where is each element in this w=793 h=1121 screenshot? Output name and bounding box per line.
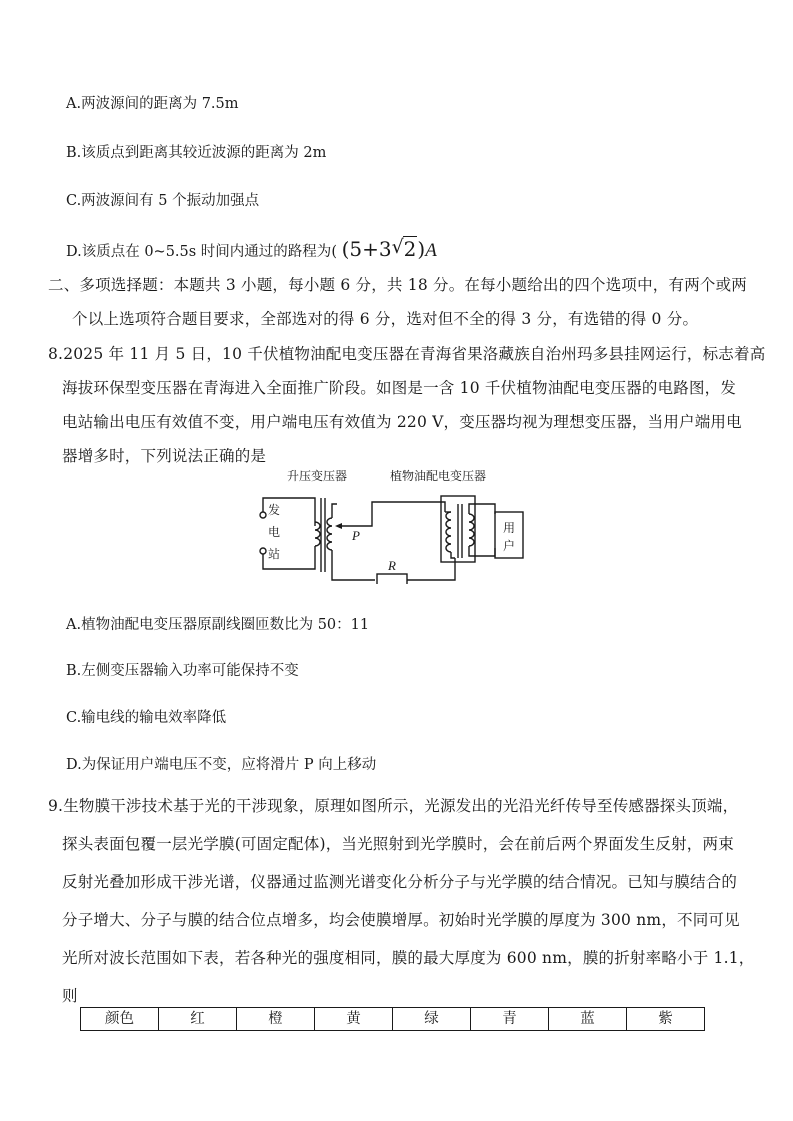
- q8-stem-line1: 8.2025 年 11 月 5 日，10 千伏植物油配电变压器在青海省果洛藏族自治州玛多县挂网运行，标志着高: [48, 345, 766, 363]
- slider-p-label: P: [352, 528, 360, 543]
- sqrt-symbol: √ 2: [391, 236, 417, 261]
- section2-line1: 二、多项选择题：本题共 3 小题，每小题 6 分，共 18 分。在每小题给出的四个选项中，有两个或两: [48, 276, 748, 294]
- wire-resistor-right: [407, 558, 455, 580]
- table-header-cell: 蓝: [549, 1008, 627, 1031]
- formula-lparen: (: [341, 237, 350, 261]
- station-char-3: 站: [268, 547, 281, 561]
- q8-stem-line3: 电站输出电压有效值不变，用户端电压有效值为 220 V，变压器均视为理想变压器，当用户端用电: [62, 413, 742, 431]
- table-header-cell: 颜色: [81, 1008, 159, 1031]
- q7-option-d: [66, 236, 437, 265]
- table-header-cell: 橙: [237, 1008, 315, 1031]
- section2-line2: 个以上选项符合题目要求，全部选对的得 6 分，选对但不全的得 3 分，有选错的得 0 分。: [72, 310, 699, 328]
- q8-stem-line2: 海拔环保型变压器在青海进入全面推广阶段。如图是一含 10 千伏植物油配电变压器的电路图，发: [62, 379, 737, 397]
- wire-user-bottom: [469, 546, 495, 556]
- formula-five: 5: [349, 237, 363, 261]
- station-terminal-top: [260, 512, 266, 518]
- table-header-cell: 红: [159, 1008, 237, 1031]
- q8-option-d: D.为保证用户端电压不变，应将滑片 P 向上移动: [66, 757, 377, 773]
- q8-option-b: B.左侧变压器输入功率可能保持不变: [66, 663, 299, 679]
- q7-option-b: B.该质点到距离其较近波源的距离为 2m: [66, 145, 327, 161]
- user-char-2: 户: [503, 539, 516, 553]
- wire-user-top: [469, 504, 495, 514]
- resistor-r: [377, 574, 407, 584]
- q9-stem-line2: 探头表面包覆一层光学膜(可固定配体)，当光照射到光学膜时，会在前后两个界面发生反射，两束: [62, 835, 734, 853]
- table-header-cell: 紫: [627, 1008, 705, 1031]
- formula-amplitude: A: [425, 240, 437, 261]
- station-char-1: 发: [268, 503, 281, 517]
- q7-option-c: C.两波源间有 5 个振动加强点: [66, 193, 260, 209]
- q8-stem-line4: 器增多时，下列说法正确的是: [62, 447, 267, 465]
- station-char-2: 电: [268, 525, 281, 539]
- table-header-cell: 青: [471, 1008, 549, 1031]
- resistor-r-label: R: [388, 558, 396, 573]
- q9-stem-line1: 9.生物膜干涉技术基于光的干涉现象，原理如图所示，光源发出的光沿光纤传导至传感器探头顶端，: [48, 797, 739, 815]
- slider-arrow-icon: [335, 523, 342, 529]
- q9-stem-line3: 反射光叠加形成干涉光谱，仪器通过监测光谱变化分析分子与光学膜的结合情况。已知与膜结合的: [62, 873, 738, 891]
- table-header-cell: 黄: [315, 1008, 393, 1031]
- formula-plus: +: [362, 237, 379, 261]
- q7-option-d-text: D.该质点在 0~5.5s 时间内通过的路程为: [66, 244, 332, 260]
- q9-stem-line4: 分子增大、分子与膜的结合位点增多，均会使膜增厚。初始时光学膜的厚度为 300 nm，不同可见: [62, 911, 740, 929]
- formula-three: 3: [378, 237, 392, 261]
- formula-radicand: 2: [403, 237, 417, 261]
- q7-option-d-open-paren: (: [331, 244, 337, 260]
- step-up-transformer-label: 升压变压器: [287, 469, 348, 483]
- table-row: [81, 1008, 705, 1031]
- oil-primary-coil: [446, 512, 451, 552]
- user-char-1: 用: [503, 521, 516, 535]
- step-up-secondary-coil: [327, 518, 332, 550]
- q9-stem-line6: 则: [62, 987, 78, 1005]
- wire-secondary-bottom: [332, 550, 375, 580]
- wire-slider-line: [341, 502, 445, 526]
- q7-option-a: A.两波源间的距离为 7.5m: [66, 96, 239, 112]
- q7-option-d-formula: [342, 237, 437, 261]
- wire-oil-primary-bottom: [451, 552, 455, 558]
- oil-secondary-coil: [469, 514, 474, 546]
- oil-transformer-label: 植物油配电变压器: [390, 469, 487, 483]
- step-up-primary-coil: [315, 522, 320, 546]
- transformer-circuit-diagram: [255, 468, 535, 584]
- table-header-cell: 绿: [393, 1008, 471, 1031]
- wavelength-color-table: [80, 1007, 705, 1031]
- q9-stem-line5: 光所对波长范围如下表，若各种光的强度相同，膜的最大厚度为 600 nm，膜的折射率略小于 1.1，: [62, 949, 755, 967]
- q8-option-a: A.植物油配电变压器原副线圈匝数比为 50：11: [66, 617, 370, 633]
- wire-secondary-top-stub: [332, 504, 337, 518]
- station-terminal-bottom: [260, 548, 266, 554]
- formula-rparen: ): [417, 237, 426, 261]
- q8-option-c: C.输电线的输电效率降低: [66, 710, 227, 726]
